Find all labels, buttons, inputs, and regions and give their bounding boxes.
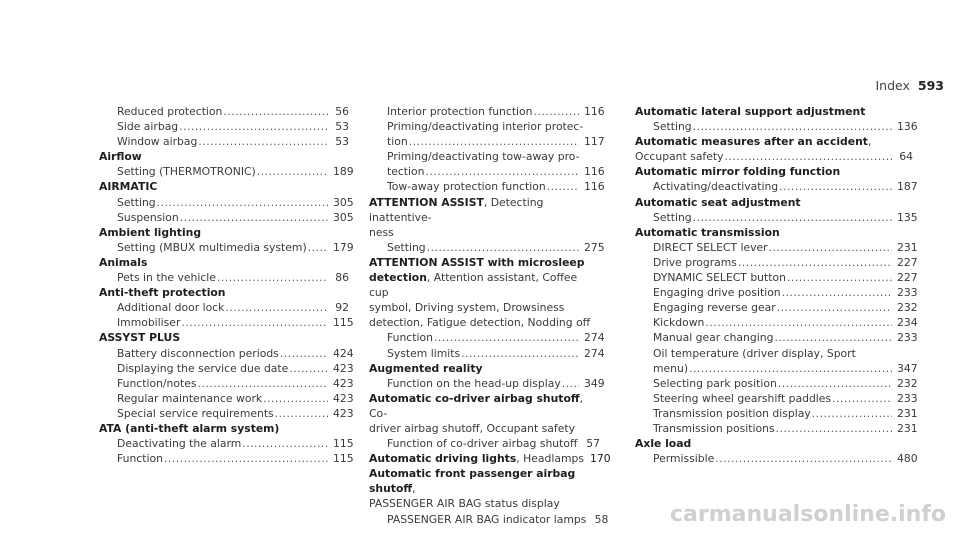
index-heading: ASSYST PLUS [99,331,181,345]
index-entry[interactable]: Deactivating the alarm ..... 115 [99,436,349,451]
index-entry[interactable]: Permissible ..... 480 [635,451,913,466]
index-heading: Augmented reality [369,361,483,375]
index-entry[interactable]: Reduced protection ..... 56 [99,104,349,119]
index-heading: Automatic co-driver airbag shutoff, Co- [369,391,584,420]
index-heading-entry[interactable]: Automatic driving lights, Headlamps 170 [369,452,611,466]
index-entry[interactable]: Additional door lock ..... 92 [99,300,349,315]
index-entry-text: Priming/deactivating tow-away pro- [387,150,580,164]
index-entry[interactable]: Function on the head-up display ..... 349 [369,376,600,391]
index-column-2 [369,104,611,527]
index-entry[interactable]: Special service requirements ..... 423 [99,406,349,421]
index-column-1 [99,104,354,466]
index-heading: ATTENTION ASSIST, Detecting inattentive- [369,195,544,224]
index-entry[interactable]: Displaying the service due date ..... 423 [99,361,349,376]
index-heading: Automatic measures after an accident, [635,135,872,149]
index-heading-cont: symbol, Driving system, Drowsiness [369,301,565,315]
index-heading: Anti-theft protection [99,286,226,300]
index-entry[interactable]: Selecting park position ..... 232 [635,376,913,391]
index-entry[interactable]: Occupant safety ..... 64 [635,149,913,164]
index-entry[interactable]: Immobiliser ..... 115 [99,315,349,330]
index-heading-cont: PASSENGER AIR BAG status display [369,497,560,511]
index-heading: Automatic seat adjustment [635,195,801,209]
index-entry[interactable]: DIRECT SELECT lever ..... 231 [635,240,913,255]
watermark: carmanualsonline.info [670,502,946,527]
page-number: 593 [917,78,944,93]
index-entry[interactable]: Setting ..... 305 [99,195,349,210]
index-entry[interactable]: DYNAMIC SELECT button ..... 227 [635,270,913,285]
index-entry[interactable]: Kickdown ..... 234 [635,315,913,330]
index-heading: AIRMATIC [99,180,158,194]
index-entry[interactable]: Pets in the vehicle ..... 86 [99,270,349,285]
index-entry[interactable]: Engaging reverse gear ..... 232 [635,300,913,315]
index-entry[interactable]: Activating/deactivating ..... 187 [635,179,913,194]
index-heading-cont: detection, Fatigue detection, Nodding off [369,316,591,330]
index-entry[interactable]: Function of co-driver airbag shutoff ..... 57 [369,436,600,451]
index-entry[interactable]: Manual gear changing ..... 233 [635,330,913,345]
index-entry[interactable]: Engaging drive position ..... 233 [635,285,913,300]
index-heading: Automatic lateral support adjustment [635,105,866,118]
index-entry[interactable]: Setting ..... 136 [635,119,913,134]
index-entry-text: Priming/deactivating interior protec- [387,120,584,134]
index-entry[interactable]: tection ..... 116 [369,164,600,179]
index-entry[interactable]: Function ..... 115 [99,451,349,466]
index-entry[interactable]: Window airbag ..... 53 [99,134,349,149]
index-entry[interactable]: Regular maintenance work ..... 423 [99,391,349,406]
index-entry[interactable]: Transmission positions ..... 231 [635,421,913,436]
index-entry[interactable]: Side airbag ..... 53 [99,119,349,134]
index-entry[interactable]: Setting ..... 135 [635,210,913,225]
index-entry[interactable]: Transmission position display ..... 231 [635,406,913,421]
index-heading: detection, Attention assistant, Coffee cup [369,271,578,300]
index-heading: Automatic mirror folding function [635,165,841,179]
index-entry[interactable]: Setting (THERMOTRONIC) ..... 189 [99,164,349,179]
index-entry[interactable]: Drive programs ..... 227 [635,255,913,270]
index-entry[interactable]: Battery disconnection periods ..... 424 [99,346,349,361]
index-entry[interactable]: PASSENGER AIR BAG indicator lamps 58 [387,512,609,526]
index-heading: Animals [99,255,148,269]
index-entry[interactable]: Function/notes ..... 423 [99,376,349,391]
index-heading-cont: driver airbag shutoff, Occupant safety [369,421,575,435]
index-heading: Axle load [635,437,692,451]
index-heading: ATTENTION ASSIST with microsleep [369,255,585,269]
index-entry[interactable]: Setting (MBUX multimedia system) ..... 179 [99,240,349,255]
index-entry[interactable]: Setting ..... 275 [369,240,600,255]
index-entry[interactable]: System limits ..... 274 [369,346,600,361]
index-entry[interactable]: Interior protection function ..... 116 [369,104,600,119]
header-title: Index [875,78,910,93]
index-entry-text: Oil temperature (driver display, Sport [653,346,856,360]
index-entry[interactable]: Function ..... 274 [369,330,600,345]
index-entry[interactable]: Tow-away protection function ..... 116 [369,179,600,194]
index-heading-cont: ness [369,225,394,239]
index-heading: Automatic front passenger airbag shutoff, [369,467,576,496]
index-heading: Airflow [99,150,142,164]
index-heading: Ambient lighting [99,225,202,239]
index-entry[interactable]: Suspension ..... 305 [99,210,349,225]
index-column-3 [635,104,918,466]
index-heading: ATA (anti-theft alarm system) [99,421,280,435]
index-entry[interactable]: Steering wheel gearshift paddles ..... 233 [635,391,913,406]
index-entry[interactable]: menu) ..... 347 [635,361,913,376]
index-heading: Automatic transmission [635,225,780,239]
index-entry[interactable]: tion ..... 117 [369,134,600,149]
page-header [875,78,944,93]
